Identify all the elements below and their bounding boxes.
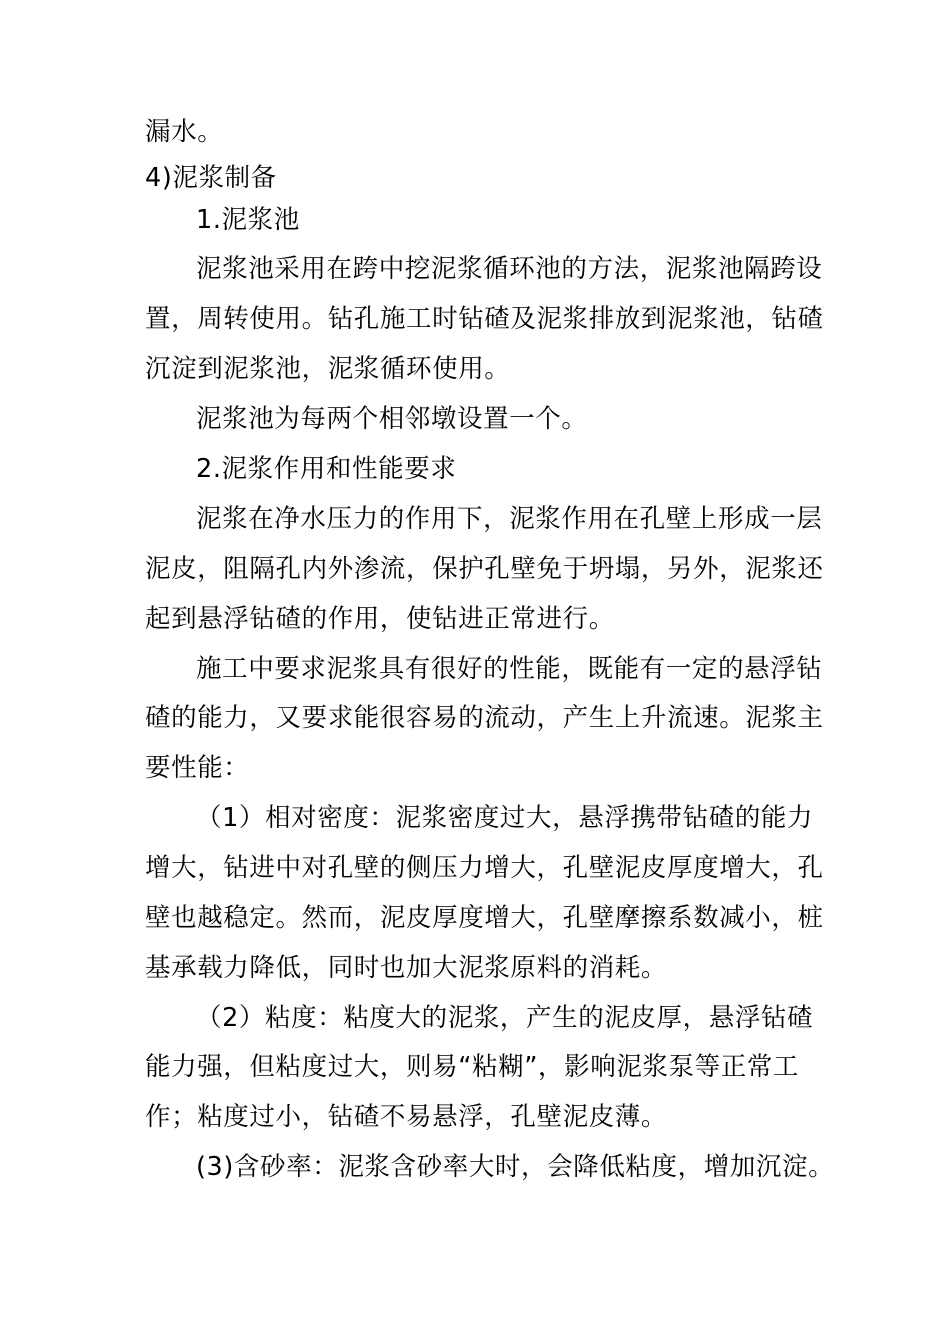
paragraph-line: 泥皮，阻隔孔内外渗流，保护孔壁免于坍塌，另外，泥浆还 (145, 554, 824, 584)
subsection-heading: 1.泥浆池 (196, 205, 300, 235)
paragraph-line: 置，周转使用。钻孔施工时钻碴及泥浆排放到泥浆池，钻碴 (145, 304, 824, 334)
paragraph-line: 起到悬浮钻碴的作用，使钻进正常进行。 (145, 604, 615, 634)
paragraph-line: 增大，钻进中对孔壁的侧压力增大，孔壁泥皮厚度增大，孔 (145, 853, 824, 883)
paragraph-line: 作；粘度过小，钻碴不易悬浮，孔壁泥皮薄。 (145, 1102, 668, 1132)
section-heading: 4)泥浆制备 (145, 163, 277, 193)
paragraph-line: 基承载力降低，同时也加大泥浆原料的消耗。 (145, 953, 668, 983)
paragraph-line: 要性能： (145, 753, 250, 783)
paragraph-line: （1）相对密度：泥浆密度过大，悬浮携带钻碴的能力 (196, 803, 814, 833)
paragraph-line: 碴的能力，又要求能很容易的流动，产生上升流速。泥浆主 (145, 703, 824, 733)
paragraph-line: 施工中要求泥浆具有很好的性能，既能有一定的悬浮钻 (196, 654, 823, 684)
paragraph-line: 漏水。 (145, 117, 224, 147)
subsection-heading: 2.泥浆作用和性能要求 (196, 454, 457, 484)
paragraph-line: 泥浆池采用在跨中挖泥浆循环池的方法，泥浆池隔跨设 (196, 254, 823, 284)
paragraph-line: 泥浆在净水压力的作用下，泥浆作用在孔壁上形成一层 (196, 504, 823, 534)
paragraph-line: 能力强，但粘度过大，则易“粘糊”，影响泥浆泵等正常工 (145, 1052, 800, 1082)
paragraph-line: (3)含砂率：泥浆含砂率大时，会降低粘度，增加沉淀。 (196, 1152, 835, 1182)
paragraph-line: 沉淀到泥浆池，泥浆循环使用。 (145, 354, 511, 384)
paragraph-line: （2）粘度：粘度大的泥浆，产生的泥皮厚，悬浮钻碴 (196, 1003, 814, 1033)
paragraph-line: 泥浆池为每两个相邻墩设置一个。 (196, 404, 588, 434)
paragraph-line: 壁也越稳定。然而，泥皮厚度增大，孔壁摩擦系数减小，桩 (145, 903, 824, 933)
